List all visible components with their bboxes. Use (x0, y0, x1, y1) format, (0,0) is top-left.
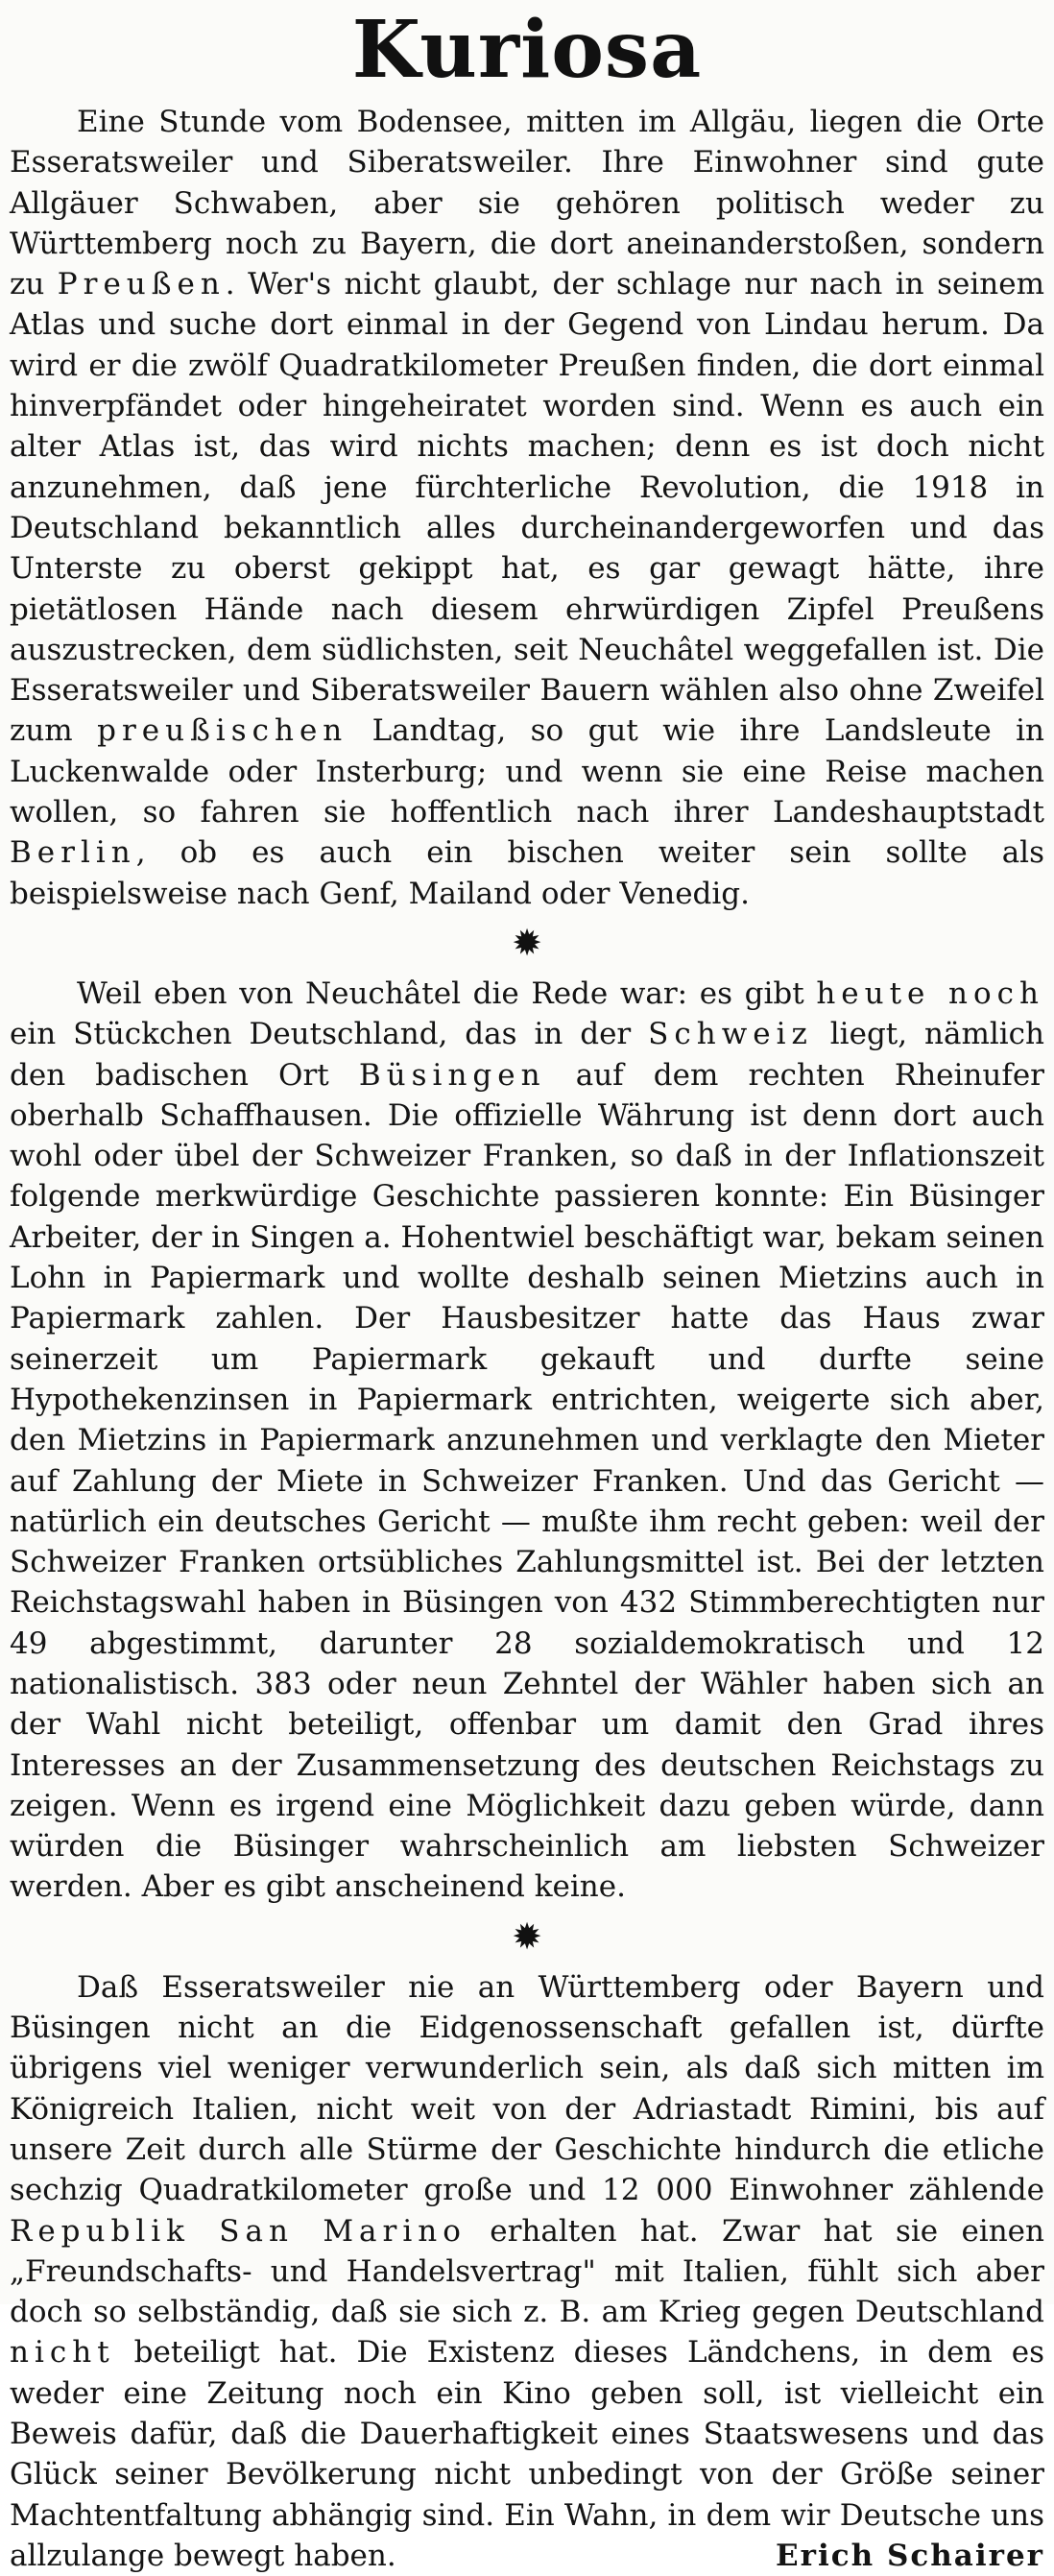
spaced-emphasis: Berlin (10, 835, 136, 871)
paragraph-1 (10, 102, 1044, 914)
article-body (10, 102, 1044, 2576)
paragraph-2-text: liegt, nämlich den badischen Ort (10, 1017, 1044, 1093)
paragraph-3-text: beteiligt hat. Die Existenz dieses Ländchens, in dem es weder eine Zeitung noch ein Kino geben soll, ist vielleicht ein Beweis dafür, daß die Dauerhaftigkeit eines Staatswesens und das Glück seiner Bevölkerung nicht unbedingt von der Größe seiner Machtentfaltung abhängig sind. Ein Wahn, in dem wir Deutsche uns allzulange bewegt haben. (10, 2335, 1044, 2573)
paragraph-1-text: Landtag, so gut wie ihre Landsleute in Luckenwalde oder Insterburg; und wenn sie eine Reise machen wollen, so fahren sie hoffentlich nach ihrer Landeshauptstadt (10, 713, 1044, 831)
section-separator (10, 1910, 1044, 1963)
spaced-emphasis: Büsingen (358, 1057, 546, 1093)
paragraph-2-text: ein Stückchen Deutschland, das in der (10, 1017, 649, 1052)
spaced-emphasis: Schweiz (648, 1017, 813, 1052)
paragraph-3 (10, 1967, 1044, 2576)
paragraph-1-text: . Wer's nicht glaubt, der schlage nur nach in seinem Atlas und suche dort einmal in der Gegend von Lindau herum. Da wird er die zwölf Quadratkilometer Preußen finden, die dort einmal hinverpfändet oder hingeheiratet worden sind. Wenn es auch ein alter Atlas ist, das wird nichts machen; denn es ist doch nicht anzunehmen, daß jene fürchterliche Revolution, die 1918 in Deutschland bekanntlich alles durcheinandergeworfen und das Unterste zu oberst gekippt hat, es gar gewagt hätte, ihre pietätlosen Hände nach diesem ehrwürdigen Zipfel Preußens auszustrecken, dem südlichsten, seit Neuchâtel weggefallen ist. Die Esseratsweiler und Siberatsweiler Bauern wählen also ohne Zweifel zum (10, 267, 1045, 749)
author-signature: Erich Schairer (776, 2538, 1044, 2573)
paragraph-2-text: Weil eben von Neuchâtel die Rede war: es gibt (77, 975, 817, 1011)
spaced-emphasis: Republik San Marino (10, 2213, 467, 2249)
paragraph-2-text: auf dem rechten Rheinufer oberhalb Schaffhausen. Die offizielle Währung ist denn dort auch wohl oder übel der Schweizer Franken, so daß in der Inflationszeit folgende merkwürdige Geschichte passieren konnte: Ein Büsinger Arbeiter, der in Singen a. Hohentwiel beschäftigt war, bekam seinen Lohn in Papiermark und wollte deshalb seinen Mietzins auch in Papiermark zahlen. Der Hausbesitzer hatte das Haus zwar seinerzeit um Papiermark gekauft und durfte seine Hypothekenzinsen in Papiermark entrichten, weigerte sich aber, den Mietzins in Papiermark anzunehmen und verklagte den Mieter auf Zahlung der Miete in Schweizer Franken. Und das Gericht — natürlich ein deutsches Gericht — mußte ihm recht geben: weil der Schweizer Franken ortsübliches Zahlungsmittel ist. Bei der letzten Reichstagswahl haben in Büsingen von 432 Stimmberechtigten nur 49 abgestimmt, darunter 28 sozialdemokratisch und 12 nationalistisch. 383 oder neun Zehntel der Wähler haben sich an der Wahl nicht beteiligt, offenbar um damit den Grad ihres Interesses an der Zusammensetzung des deutschen Reichstags zu zeigen. Wenn es irgend eine Möglichkeit dazu geben würde, dann würden die Büsinger wahrscheinlich am liebsten Schweizer werden. Aber es gibt anscheinend keine. (10, 1057, 1044, 1905)
paragraph-1-text: Eine Stunde vom Bodensee, mitten im Allgäu, liegen die Orte Esseratsweiler und Siberatsweiler. Ihre Einwohner sind gute Allgäuer Schwaben, aber sie gehören politisch weder zu Württemberg noch zu Bayern, die dort aneinanderstoßen, sondern zu (10, 105, 1044, 302)
spaced-emphasis: heute noch (816, 975, 1044, 1011)
spaced-emphasis: preußischen (97, 713, 348, 749)
asterism-icon: ✹ (512, 921, 542, 964)
spaced-emphasis: Preußen (57, 267, 226, 302)
asterism-icon: ✹ (512, 1914, 542, 1958)
paragraph-2 (10, 974, 1044, 1908)
article-title: Kuriosa (351, 4, 703, 96)
spaced-emphasis: nicht (10, 2335, 115, 2371)
paragraph-3-text: Daß Esseratsweiler nie an Württemberg oder Bayern und Büsingen nicht an die Eidgenossenschaft gefallen ist, dürfte übrigens viel weniger verwunderlich sein, als daß sich mitten im Königreich Italien, nicht weit von der Adriastadt Rimini, bis auf unsere Zeit durch alle Stürme der Geschichte hindurch die etliche sechzig Quadratkilometer große und 12 000 Einwohner zählende (10, 1969, 1044, 2208)
section-separator (10, 916, 1044, 970)
paragraph-1-text: , ob es auch ein bischen weiter sein sollte als beispielsweise nach Genf, Mailand oder Venedig. (10, 835, 1044, 911)
paragraph-3-text: erhalten hat. Zwar hat sie einen „Freundschafts- und Handelsvertrag" mit Italien, fühlt sich aber doch so selbständig, daß sie sich z. B. am Krieg gegen Deutschland (10, 2213, 1044, 2330)
